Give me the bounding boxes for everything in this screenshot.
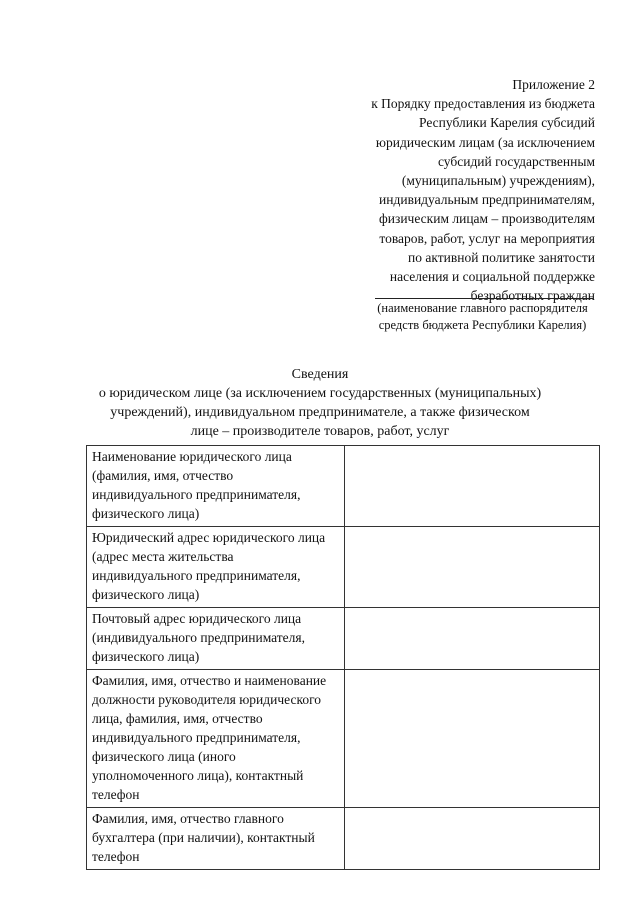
table-row: [87, 670, 600, 808]
heading-line: учреждений), индивидуальном предпринимателе, а также физическом: [110, 405, 530, 420]
label-line: бухгалтера (при наличии), контактный: [92, 830, 315, 845]
row-label: [87, 670, 345, 808]
label-line: индивидуального предпринимателя,: [92, 487, 301, 502]
row-value-cell[interactable]: [345, 670, 600, 808]
row-value-cell[interactable]: [345, 446, 600, 527]
document-heading: [70, 365, 570, 441]
table-row: [87, 446, 600, 527]
label-line: телефон: [92, 787, 140, 802]
row-label: [87, 446, 345, 527]
label-line: физического лица): [92, 649, 200, 664]
caption-line: средств бюджета Республики Карелия): [378, 318, 587, 332]
heading-line: о юридическом лице (за исключением государственных (муниципальных): [98, 386, 542, 401]
row-value-cell[interactable]: [345, 808, 600, 870]
row-value-cell[interactable]: [345, 608, 600, 670]
label-line: индивидуального предпринимателя,: [92, 730, 301, 745]
table-row: [87, 808, 600, 870]
document-title: Сведения: [291, 367, 349, 382]
label-line: физического лица (иного: [92, 749, 236, 764]
label-line: Фамилия, имя, отчество и наименование: [92, 673, 327, 688]
appendix-line: безработных граждан: [470, 288, 595, 304]
label-line: Фамилия, имя, отчество главного: [92, 811, 284, 826]
row-label: [87, 808, 345, 870]
appendix-line: индивидуальным предпринимателям,: [379, 192, 595, 208]
heading-line: лице – производителе товаров, работ, услуг: [190, 424, 450, 439]
label-line: (индивидуального предпринимателя,: [92, 630, 305, 645]
row-label: [87, 608, 345, 670]
row-value-cell[interactable]: [345, 527, 600, 608]
caption-line: (наименование главного распорядителя: [377, 301, 588, 315]
signature-line: [375, 298, 593, 299]
appendix-line: Республики Карелия субсидий: [419, 115, 595, 131]
label-line: (фамилия, имя, отчество: [92, 468, 234, 483]
row-label: [87, 527, 345, 608]
label-line: (адрес места жительства: [92, 549, 234, 564]
signature-caption: [355, 300, 610, 334]
label-line: Юридический адрес юридического лица: [92, 530, 326, 545]
label-line: телефон: [92, 849, 140, 864]
label-line: Почтовый адрес юридического лица: [92, 611, 302, 626]
appendix-line: юридическим лицам (за исключением: [375, 134, 595, 150]
label-line: должности руководителя юридического: [92, 692, 322, 707]
appendix-line: по активной политике занятости: [408, 249, 595, 265]
info-table: [86, 445, 600, 870]
appendix-line: субсидий государственным: [437, 153, 595, 169]
label-line: уполномоченного лица), контактный: [92, 768, 304, 783]
label-line: Наименование юридического лица: [92, 449, 292, 464]
label-line: лица, фамилия, имя, отчество: [92, 711, 263, 726]
appendix-line: Приложение 2: [512, 77, 595, 92]
appendix-block: [295, 75, 595, 305]
appendix-line: товаров, работ, услуг на мероприятия: [379, 230, 595, 246]
label-line: физического лица): [92, 587, 200, 602]
appendix-line: к Порядку предоставления из бюджета: [371, 96, 595, 112]
appendix-line: населения и социальной поддержке: [389, 269, 595, 285]
appendix-line: физическим лицам – производителям: [379, 211, 595, 227]
label-line: индивидуального предпринимателя,: [92, 568, 301, 583]
table-row: [87, 527, 600, 608]
appendix-line: (муниципальным) учреждениям),: [401, 173, 595, 189]
table-row: [87, 608, 600, 670]
label-line: физического лица): [92, 506, 200, 521]
